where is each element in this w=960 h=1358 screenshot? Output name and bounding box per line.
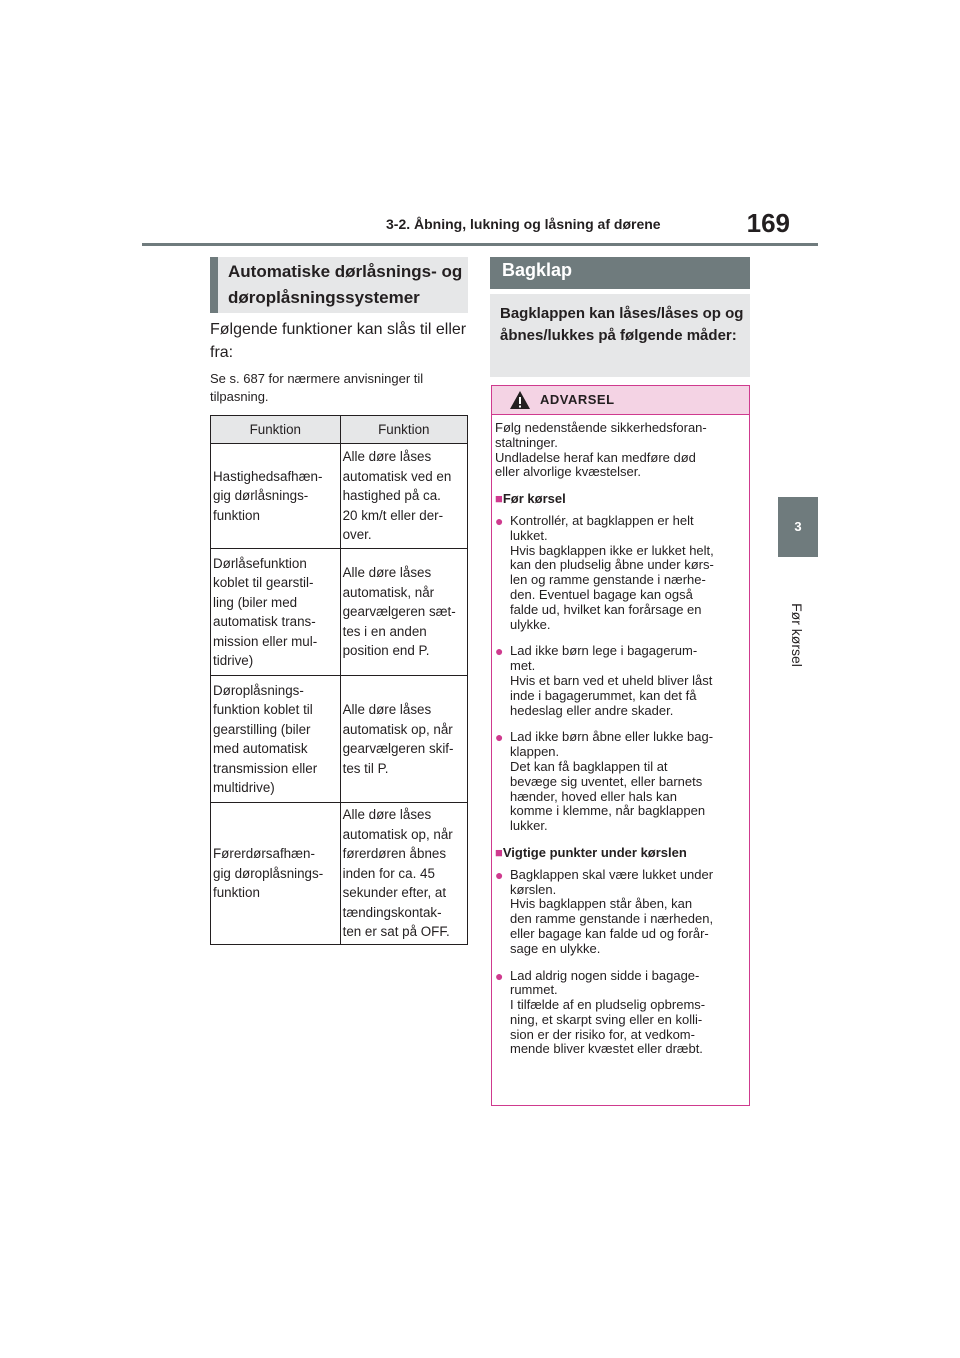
function-name-cell: Dørlåsefunktion koblet til gearstil- ling (biler med automatisk trans- mission eller mul- tidrive): [211, 549, 341, 676]
square-bullet-icon: ■: [495, 844, 503, 860]
warning-bullet: [495, 969, 745, 1058]
warning-bullet-text: Lad ikke børn åbne eller lukke bag- klappen. Det kan få bagklappen til at bevæge sig uventet, eller barnets hænder, hoved eller hals kan komme i klemme, når bagklappen lukker.: [510, 729, 714, 834]
table-row: [211, 803, 468, 945]
warning-header: [492, 386, 749, 415]
warning-bullet: [495, 868, 745, 957]
warning-content: [495, 421, 745, 1069]
warning-triangle-icon: [509, 390, 531, 410]
function-name-cell: Hastighedsafhæn- gig dørlåsnings- funktion: [211, 444, 341, 549]
column-header-description: Funktion: [340, 416, 467, 444]
chapter-label: [782, 580, 812, 690]
function-description-cell: Alle døre låses automatisk op, når førerdøren åbnes inden for ca. 45 sekunder efter, at tændingskontak- ten er sat på OFF.: [340, 803, 467, 945]
bullet-dot-icon: ●: [495, 866, 504, 883]
warning-bullet: [495, 730, 745, 834]
section-heading-tailgate: Bagklap: [490, 257, 750, 289]
chapter-label-text: Før kørsel: [789, 603, 805, 667]
function-name-cell: Døroplåsnings- funktion koblet til gearstilling (biler med automatisk transmission eller multidrive): [211, 676, 341, 803]
warning-subtitle: [495, 846, 745, 861]
warning-bullet-text: Kontrollér, at bagklappen er helt lukket. Hvis bagklappen ikke er lukket helt, kan den pludselig åbne under kørs- len og ramme genstande i nærhe- den. Eventuel bagage kan også falde ud, hvilket kan forårsage en ulykke.: [510, 512, 714, 632]
warning-bullet: [495, 514, 745, 632]
section-heading-locking-systems: Automatiske dørlåsnings- og døroplåsningssystemer: [210, 257, 468, 313]
table-row: [211, 444, 468, 549]
warning-intro: Følg nedenstående sikkerhedsforan- staltninger. Undladelse heraf kan medføre død eller alvorlige kvæstelser.: [495, 420, 707, 480]
function-description-cell: Alle døre låses automatisk op, når gearvælgeren skif- tes til P.: [340, 676, 467, 803]
square-bullet-icon: ■: [495, 491, 503, 507]
column-header-function: Funktion: [211, 416, 341, 444]
warning-subtitle-text: Vigtige punkter under kørslen: [502, 844, 687, 860]
function-description-cell: Alle døre låses automatisk, når gearvælgeren sæt- tes i en anden position end P.: [340, 549, 467, 676]
warning-bullet-text: Lad ikke børn lege i bagagerum- met. Hvis et barn ved et uheld bliver låst inde i bagagerummet, kan det få hedeslag eller andre skader.: [510, 643, 713, 718]
tailgate-subheading: Bagklappen kan låses/låses op og åbnes/lukkes på følgende måder:: [490, 294, 750, 377]
warning-bullet-text: Lad aldrig nogen sidde i bagage- rummet. I tilfælde af en pludselig opbrems- ning, et skarpt sving eller en kolli- sion er der risiko for, at vedkom- mende bliver kvæstet eller dræbt.: [510, 967, 706, 1057]
intro-paragraph: Følgende funktioner kan slås til eller fra:: [210, 321, 467, 361]
warning-box: [491, 385, 750, 1106]
table-row: [211, 676, 468, 803]
reference-note: Se s. 687 for nærmere anvisninger til tilpasning.: [210, 371, 424, 404]
table-row: [211, 549, 468, 676]
bullet-dot-icon: ●: [495, 512, 504, 529]
warning-title: ADVARSEL: [540, 392, 615, 407]
table-header-row: [211, 416, 468, 444]
chapter-number-tab: 3: [778, 497, 818, 557]
function-table: [210, 415, 468, 945]
section-title: 3-2. Åbning, lukning og låsning af dørene: [386, 216, 661, 232]
function-description-cell: Alle døre låses automatisk ved en hastighed på ca. 20 km/t eller der- over.: [340, 444, 467, 549]
bullet-dot-icon: ●: [495, 729, 504, 746]
page-number: 169: [746, 208, 790, 238]
warning-bullet-text: Bagklappen skal være lukket under kørslen. Hvis bagklappen står åben, kan den ramme genstande i nærheden, eller bagage kan falde ud og forår- sage en ulykke.: [510, 866, 714, 956]
warning-bullet: [495, 644, 745, 718]
function-name-cell: Førerdørsafhæn- gig døroplåsnings- funktion: [211, 803, 341, 945]
header-divider: [142, 243, 818, 246]
warning-subtitle-text: Før kørsel: [502, 491, 566, 507]
bullet-dot-icon: ●: [495, 967, 504, 984]
bullet-dot-icon: ●: [495, 643, 504, 660]
warning-subtitle: [495, 492, 745, 507]
